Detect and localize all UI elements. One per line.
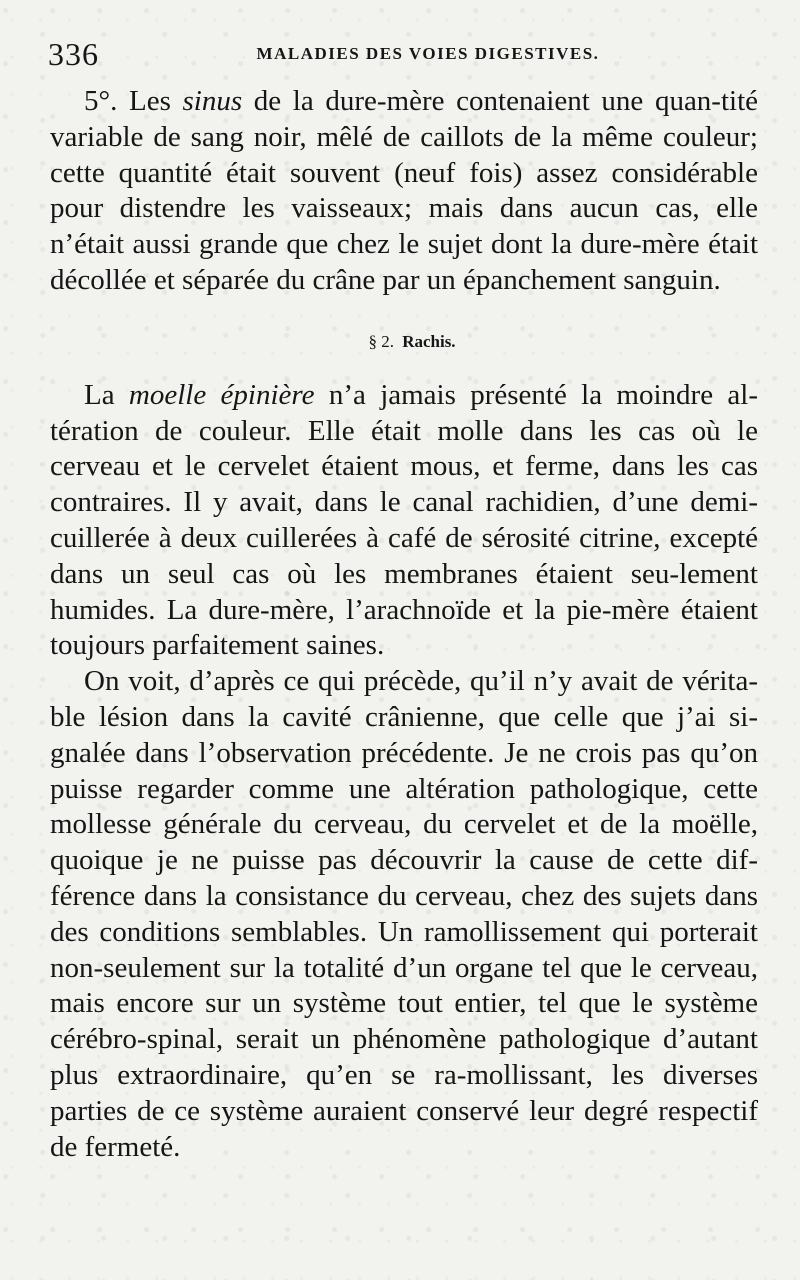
paragraph-sinus <box>50 84 758 299</box>
italic-term-moelle: moelle épinière <box>128 378 315 411</box>
text-run: Les <box>117 85 183 117</box>
text-run: n’a jamais présenté la moindre al-tération de couleur. Elle était molle dans les cas où le cerveau et le cervelet étaient mous, et ferme, dans les cas contraires. Il y avait, dans le canal rachidien, d’une demi-cuillerée à deux cuillerées à café de sérosité citrine, excepté dans un seul cas où les membranes étaient seu-lement humides. La dure-mère, l’arachnoïde et la pie-mère étaient toujours parfaitement saines. <box>50 378 758 662</box>
paragraph-number: 5°. <box>84 85 118 117</box>
italic-term-sinus: sinus <box>182 85 243 117</box>
section-heading <box>50 332 758 352</box>
text-run: de la dure-mère contenaient une quan-tité variable de sang noir, mêlé de caillots de la même couleur; cette quantité était souvent (neuf fois) assez considérable pour distendre les vaisseaux; mais dans aucun cas, elle n’était aussi grande que chez le sujet dont la dure-mère était décollée et séparée du crâne par un épanchement sanguin. <box>50 85 759 296</box>
page-header <box>48 36 760 76</box>
paragraph-conclusion: On voit, d’après ce qui précède, qu’il n’y avait de vérita-ble lésion dans la cavité crânienne, que celle que j’ai si-gnalée dans l’observation précédente. Je ne crois pas qu’on puisse regarder comme une altération pathologique, cette mollesse générale du cerveau, du cervelet et de la moëlle, quoique je ne puisse pas découvrir la cause de cette dif-férence dans la consistance du cerveau, chez des sujets dans des conditions semblables. Un ramollissement qui porterait non-seulement sur la totalité d’un organe tel que le cerveau, mais encore sur un système tout entier, tel que le système cérébro-spinal, serait un phénomène pathologique d’autant plus extraordinaire, qu’en se ra-mollissant, les diverses parties de ce système auraient conservé leur degré respectif de fermeté. <box>50 665 758 1163</box>
page-number: 336 <box>48 36 99 72</box>
section-title: Rachis. <box>402 331 456 351</box>
paragraph-moelle <box>50 378 758 664</box>
text-run: La <box>84 378 129 411</box>
body-text <box>50 84 758 1165</box>
section-number: § 2. <box>368 331 394 351</box>
running-title: MALADIES DES VOIES DIGESTIVES. <box>256 44 600 63</box>
